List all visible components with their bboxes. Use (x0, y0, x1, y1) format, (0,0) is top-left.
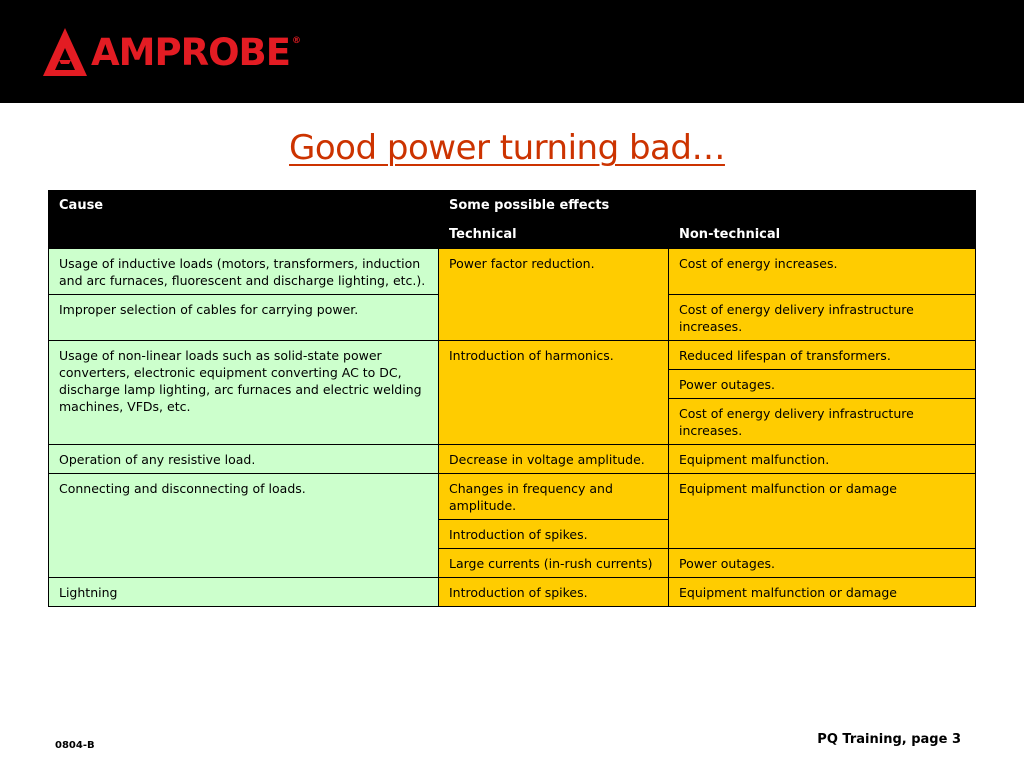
table-row (49, 249, 976, 295)
technical-cell: Changes in frequency and amplitude. (439, 474, 669, 520)
cause-cell: Usage of inductive loads (motors, transformers, induction and arc furnaces, fluorescent and discharge lighting, etc.). (49, 249, 439, 295)
non-technical-cell: Cost of energy delivery infrastructure increases. (669, 399, 976, 445)
technical-cell: Introduction of harmonics. (439, 341, 669, 445)
non-technical-cell: Power outages. (669, 370, 976, 399)
cause-cell: Lightning (49, 578, 439, 607)
document-code: 0804-B (55, 740, 95, 751)
cause-cell: Usage of non-linear loads such as solid-state power converters, electronic equipment converting AC to DC, discharge lamp lighting, arc furnaces and electric welding machines, VFDs, etc. (49, 341, 439, 445)
non-technical-cell: Equipment malfunction or damage (669, 578, 976, 607)
table-row (49, 445, 976, 474)
cause-cell: Improper selection of cables for carrying power. (49, 295, 439, 341)
non-technical-cell: Equipment malfunction or damage (669, 474, 976, 549)
technical-cell: Introduction of spikes. (439, 578, 669, 607)
table-row (49, 578, 976, 607)
amprobe-triangle-icon (42, 26, 88, 78)
header-non-technical: Non-technical (669, 220, 976, 249)
non-technical-cell: Power outages. (669, 549, 976, 578)
table-row (49, 341, 976, 370)
brand-logo (42, 24, 301, 80)
cause-cell: Connecting and disconnecting of loads. (49, 474, 439, 578)
technical-cell: Power factor reduction. (439, 249, 669, 341)
header-cause: Cause (49, 191, 439, 249)
effects-table (48, 190, 976, 607)
brand-name: AMPROBE (91, 30, 290, 74)
non-technical-cell: Equipment malfunction. (669, 445, 976, 474)
non-technical-cell: Cost of energy delivery infrastructure increases. (669, 295, 976, 341)
header-effects: Some possible effects (439, 191, 976, 220)
table-row (49, 474, 976, 520)
slide-title: Good power turning bad… (289, 128, 725, 168)
header-bar (0, 0, 1024, 103)
technical-cell: Decrease in voltage amplitude. (439, 445, 669, 474)
page-footer: PQ Training, page 3 (817, 732, 961, 747)
header-technical: Technical (439, 220, 669, 249)
cause-cell: Operation of any resistive load. (49, 445, 439, 474)
registered-mark: ® (292, 36, 301, 46)
non-technical-cell: Cost of energy increases. (669, 249, 976, 295)
table-header-row (49, 191, 976, 220)
technical-cell: Large currents (in-rush currents) (439, 549, 669, 578)
technical-cell: Introduction of spikes. (439, 520, 669, 549)
non-technical-cell: Reduced lifespan of transformers. (669, 341, 976, 370)
